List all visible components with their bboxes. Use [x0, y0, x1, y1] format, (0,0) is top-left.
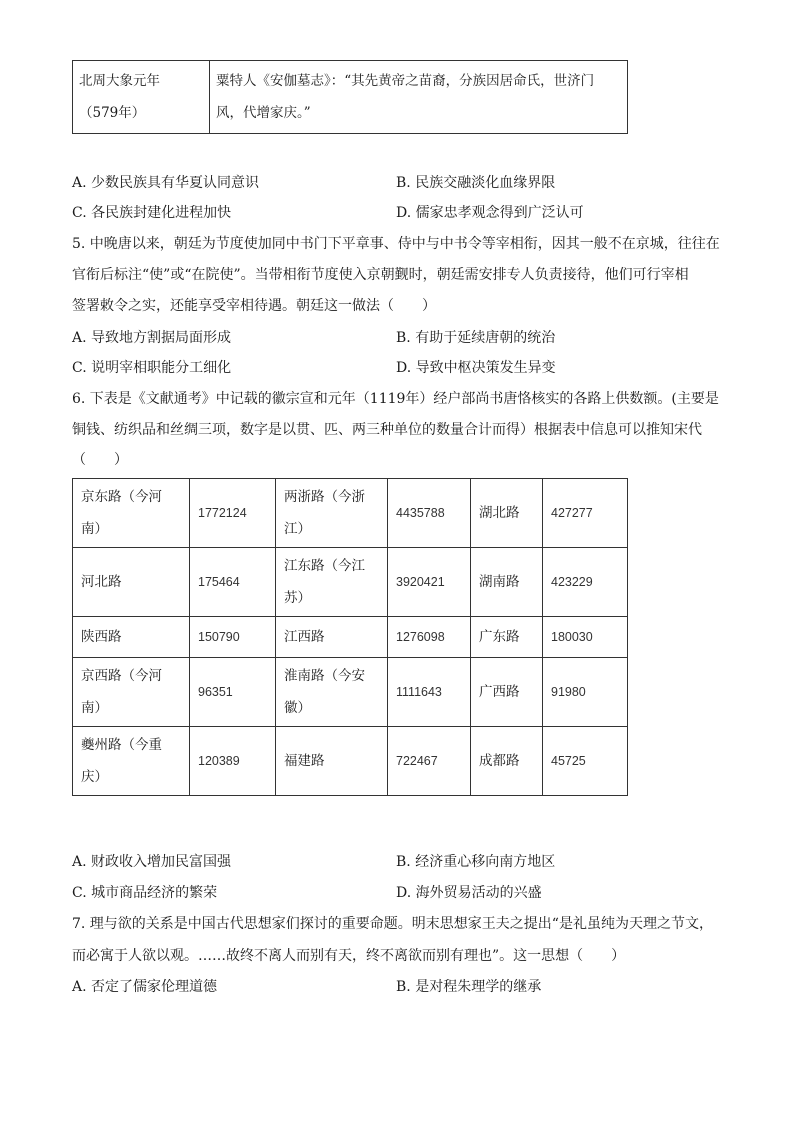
- cell-line: 江）: [284, 521, 311, 537]
- q5-option-c: C. 说明宰相职能分工细化: [72, 360, 232, 376]
- q6-option-d: D. 海外贸易活动的兴盛: [396, 885, 542, 901]
- region-cell: [73, 479, 190, 548]
- q4-option-a: A. 少数民族具有华夏认同意识: [72, 175, 260, 191]
- region-cell: 江西路: [276, 617, 388, 658]
- q5-option-a: A. 导致地方割据局面形成: [72, 330, 232, 346]
- table-row: [73, 658, 628, 727]
- q4-option-b: B. 民族交融淡化血缘界限: [396, 175, 556, 191]
- q6-option-a: A. 财政收入增加民富国强: [72, 854, 232, 870]
- amount-cell: 423229: [543, 548, 628, 617]
- cell-line: 京东路（今河: [81, 489, 162, 505]
- cell-line: 夔州路（今重: [81, 737, 162, 753]
- amount-cell: 150790: [190, 617, 276, 658]
- cell-line: 京西路（今河: [81, 668, 162, 684]
- table-row: [73, 479, 628, 548]
- q4-material-table: [72, 60, 628, 134]
- table-row: [73, 617, 628, 658]
- q7-option-b: B. 是对程朱理学的继承: [396, 979, 542, 995]
- q4-option-c: C. 各民族封建化进程加快: [72, 205, 232, 221]
- region-cell: 广西路: [471, 658, 543, 727]
- q5-option-b: B. 有助于延续唐朝的统治: [396, 330, 556, 346]
- amount-cell: 427277: [543, 479, 628, 548]
- q7-stem-line1: 7. 理与欲的关系是中国古代思想家们探讨的重要命题。明末思想家王夫之提出“是礼虽纯为天理之节文，: [72, 916, 713, 932]
- table-cell: [210, 61, 628, 134]
- table-row: [73, 61, 628, 134]
- amount-cell: 45725: [543, 727, 628, 796]
- amount-cell: 3920421: [388, 548, 471, 617]
- amount-cell: 1772124: [190, 479, 276, 548]
- region-cell: 广东路: [471, 617, 543, 658]
- cell-line: 庆）: [81, 769, 108, 785]
- amount-cell: 722467: [388, 727, 471, 796]
- q6-option-b: B. 经济重心移向南方地区: [396, 854, 556, 870]
- q5-stem-line3: 签署敕令之实，还能享受宰相待遇。朝廷这一做法（ ）: [72, 298, 436, 314]
- cell-line: 两浙路（今浙: [284, 489, 365, 505]
- table-row: [73, 548, 628, 617]
- q7-stem-line2: 而必寓于人欲以观。……故终不离人而别有天，终不离欲而别有理也”。这一思想（ ）: [72, 948, 626, 964]
- q6-stem-line2: 铜钱、纺织品和丝绸三项，数字是以贯、匹、两三种单位的数量合计而得）根据表中信息可以推知宋代: [72, 422, 702, 438]
- region-cell: 湖北路: [471, 479, 543, 548]
- amount-cell: 96351: [190, 658, 276, 727]
- amount-cell: 4435788: [388, 479, 471, 548]
- cell-line: 徽）: [284, 700, 311, 716]
- q5-stem-line2: 官衔后标注“使”或“在院使”。当带相衔节度使入京朝觐时，朝廷需安排专人负责接待，他们可行宰相: [72, 267, 689, 283]
- cell-line: 江东路（今江: [284, 558, 365, 574]
- cell-line: 南）: [81, 521, 108, 537]
- q4-option-d: D. 儒家忠孝观念得到广泛认可: [396, 205, 584, 221]
- amount-cell: 120389: [190, 727, 276, 796]
- amount-cell: 175464: [190, 548, 276, 617]
- amount-cell: 1276098: [388, 617, 471, 658]
- region-cell: 陕西路: [73, 617, 190, 658]
- table-cell: [73, 61, 210, 134]
- q7-option-a: A. 否定了儒家伦理道德: [72, 979, 218, 995]
- cell-text: 北周大象元年（579年）: [79, 73, 160, 121]
- region-cell: [276, 479, 388, 548]
- q5-option-d: D. 导致中枢决策发生异变: [396, 360, 556, 376]
- cell-text: 粟特人《安伽墓志》：“其先黄帝之苗裔，分族因居命氏，世济门风，代增家庆。”: [216, 73, 595, 121]
- region-cell: [276, 548, 388, 617]
- cell-line: 南）: [81, 700, 108, 716]
- region-cell: [73, 727, 190, 796]
- region-cell: 湖南路: [471, 548, 543, 617]
- q6-option-c: C. 城市商品经济的繁荣: [72, 885, 218, 901]
- q6-stem-line1: 6. 下表是《文献通考》中记载的徽宗宣和元年（1119年）经户部尚书唐恪核实的各路上供数额。(主要是: [72, 391, 719, 407]
- amount-cell: 91980: [543, 658, 628, 727]
- region-cell: 成都路: [471, 727, 543, 796]
- region-cell: [73, 658, 190, 727]
- amount-cell: 1111643: [388, 658, 471, 727]
- table-row: [73, 727, 628, 796]
- region-cell: [276, 658, 388, 727]
- region-cell: 河北路: [73, 548, 190, 617]
- cell-line: 苏）: [284, 590, 311, 606]
- cell-line: 淮南路（今安: [284, 668, 365, 684]
- q6-tribute-table: [72, 478, 628, 796]
- q6-stem-line3: （ ）: [72, 452, 128, 468]
- amount-cell: 180030: [543, 617, 628, 658]
- region-cell: 福建路: [276, 727, 388, 796]
- q5-stem-line1: 5. 中晚唐以来，朝廷为节度使加同中书门下平章事、侍中与中书令等宰相衔，因其一般不在京城，往往在: [72, 236, 720, 252]
